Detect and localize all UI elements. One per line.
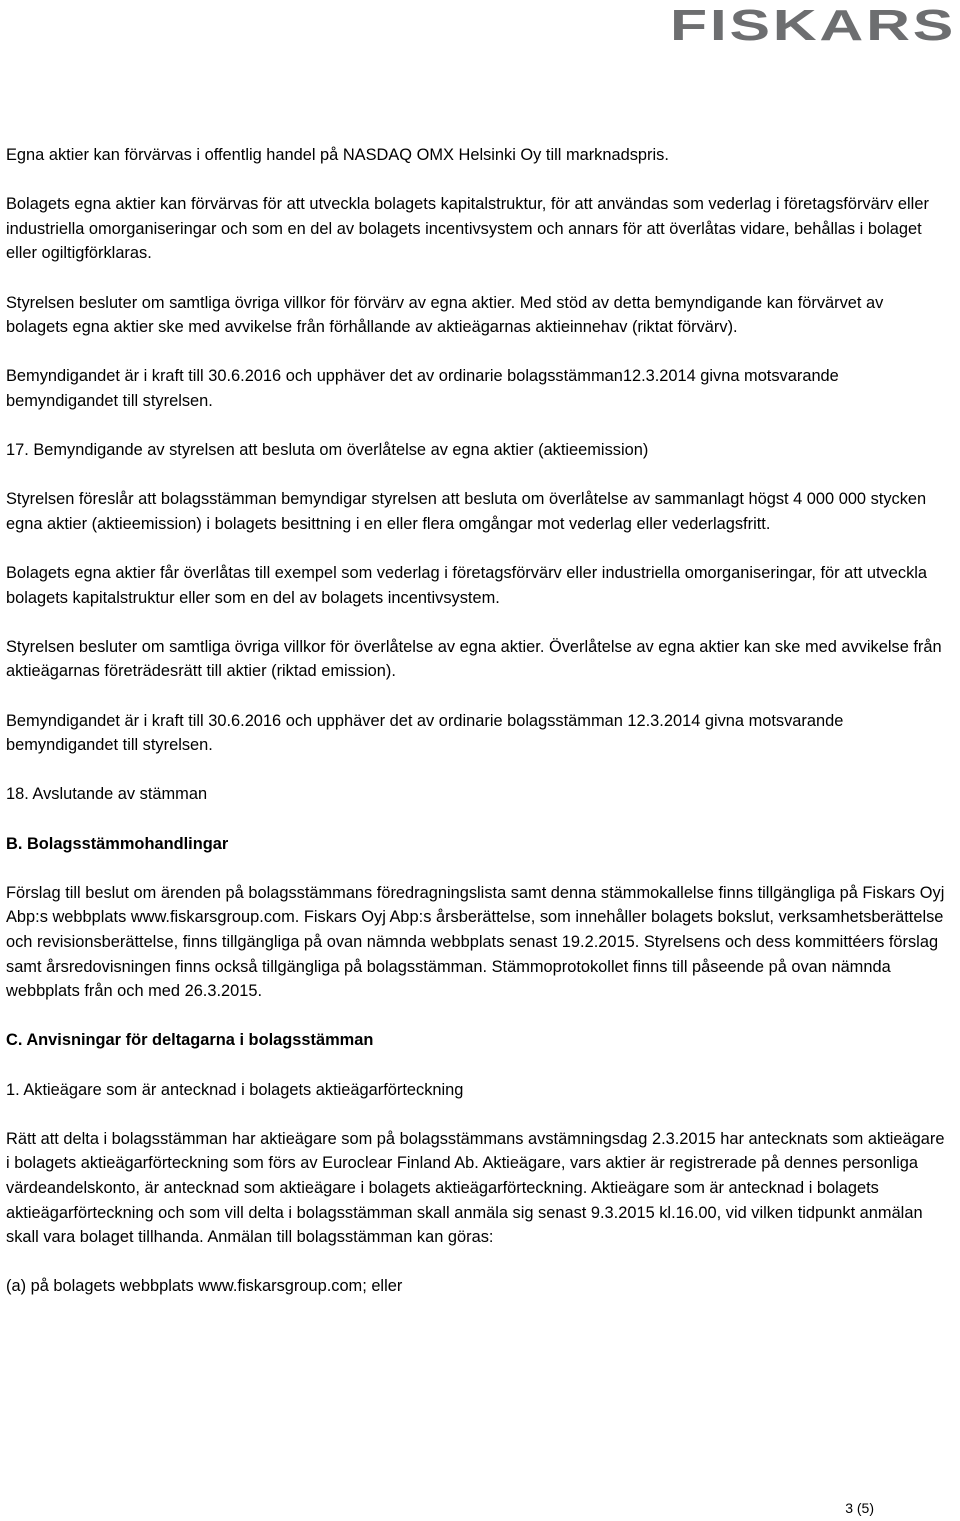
list-item-registration-web: (a) på bolagets webbplats www.fiskarsgroup.com; eller bbox=[6, 1277, 403, 1296]
fiskars-logo-text: FISKARS bbox=[670, 2, 956, 44]
document-body bbox=[6, 143, 946, 1299]
page-number: 3 (5) bbox=[845, 1500, 874, 1516]
paragraph-purchase-validity: Bemyndigandet är i kraft till 30.6.2016 och upphäver det av ordinarie bolagsstämman12.3.2014 givna motsvarande bemyndigandet till styrelsen. bbox=[6, 367, 839, 410]
paragraph-share-issue-purpose: Bolagets egna aktier får överlåtas till exempel som vederlag i företagsförvärv eller industriella omorganiseringar, för att utveckla bolagets kapitalstruktur eller som en del av bolagets incentivsystem. bbox=[6, 564, 928, 607]
paragraph-participation-right: Rätt att delta i bolagsstämman har aktieägare som på bolagsstämmans avstämningsdag 2.3.2015 har antecknats som aktieägare i bolagets aktieägarförteckning som förs av Euroclear Finland Ab. Aktieägare, vars aktier är registrerade på dennes personliga värdeandelskonto, är antecknad som aktieägare i bolagets aktieägarförteckning. Aktieägare som är antecknad i bolagets aktieägarförteckning och som vill delta i bolagsstämman skall anmäla sig senast 9.3.2015 kl.16.00, vid vilken tidpunkt anmälan skall vara bolaget tillhanda. Anmälan till bolagsstämman kan göras: bbox=[6, 1129, 945, 1247]
section-heading-c: C. Anvisningar för deltagarna i bolagsstämman bbox=[6, 1031, 374, 1050]
section-heading-17: 17. Bemyndigande av styrelsen att besluta om överlåtelse av egna aktier (aktieemission) bbox=[6, 441, 649, 460]
paragraph-purchase-terms: Styrelsen besluter om samtliga övriga villkor för förvärv av egna aktier. Med stöd av detta bemyndigande kan förvärvet av bolagets egna aktier ske med avvikelse från förhållande av aktieägarnas aktieinnehav (riktat förvärv). bbox=[6, 293, 884, 337]
paragraph-purchase-purpose: Bolagets egna aktier kan förvärvas för att utveckla bolagets kapitalstruktur, för att användas som vederlag i företagsförvärv eller industriella omorganiseringar och som en del av bolagets incentivsystem och annars för att överlåtas vidare, behållas i bolaget eller ogiltigförklaras. bbox=[6, 195, 929, 263]
paragraph-share-issue-validity: Bemyndigandet är i kraft till 30.6.2016 och upphäver det av ordinarie bolagsstämman 12.3.2014 givna motsvarande bemyndigandet till styrelsen. bbox=[6, 711, 844, 755]
subsection-heading-1: 1. Aktieägare som är antecknad i bolagets aktieägarförteckning bbox=[6, 1080, 464, 1099]
paragraph-share-issue-terms: Styrelsen besluter om samtliga övriga villkor för överlåtelse av egna aktier. Överlåtelse av egna aktier kan ske med avvikelse från aktieägarnas företrädesrätt till aktier (riktad emission). bbox=[6, 637, 942, 681]
fiskars-logo bbox=[668, 2, 958, 44]
paragraph-share-issue-proposal: Styrelsen föreslår att bolagsstämman bemyndigar styrelsen att besluta om överlåtelse av sammanlagt högst 4 000 000 stycken egna aktier (aktieemission) i bolagets besittning i en eller flera omgångar mot vederlag eller vederlagsfritt. bbox=[6, 490, 927, 533]
fiskars-logo-mark bbox=[668, 2, 958, 44]
section-heading-18: 18. Avslutande av stämman bbox=[6, 785, 208, 804]
paragraph-market-purchase: Egna aktier kan förvärvas i offentlig handel på NASDAQ OMX Helsinki Oy till marknadspris. bbox=[6, 146, 669, 164]
paragraph-meeting-documents: Förslag till beslut om ärenden på bolagsstämmans föredragningslista samt denna stämmokallelse finns tillgängliga på Fiskars Oyj Abp:s webbplats www.fiskarsgroup.com. Fiskars Oyj Abp:s årsberättelse, som innehåller bolagets bokslut, verksamhetsberättelse och revisionsberättelse, finns tillgängliga på ovan nämnda webbplats senast 19.2.2015. Styrelsens och dess kommittéers förslag samt årsredovisningen finns också tillgängliga på bolagsstämman. Stämmoprotokollet finns till påseende på ovan nämnda webbplats från och med 26.3.2015. bbox=[6, 883, 945, 1001]
section-heading-b: B. Bolagsstämmohandlingar bbox=[6, 834, 229, 853]
